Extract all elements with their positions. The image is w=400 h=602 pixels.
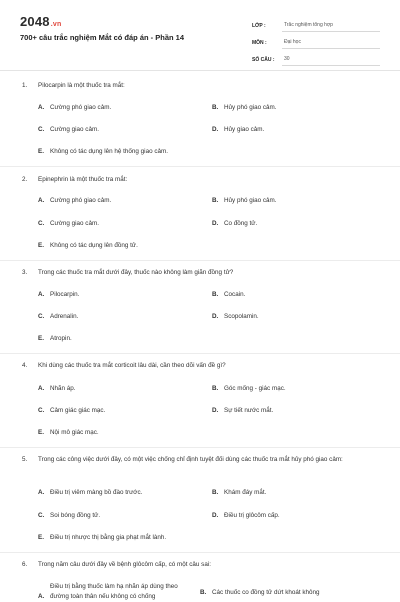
option-text: Không có tác dụng lên đồng tử. — [50, 242, 138, 249]
option-letter: D. — [212, 126, 219, 133]
option-letter: E. — [38, 335, 44, 342]
option-text: Pilocarpin. — [50, 291, 80, 298]
question-body: Trong năm câu dưới đây về bệnh glôcôm cấp, có một câu sai: — [38, 561, 211, 568]
option-text: Hủy phó giao cảm. — [224, 197, 277, 204]
option-text: Điều trị viêm màng bồ đào trước. — [50, 489, 143, 496]
option-letter: C. — [38, 220, 45, 227]
option-b[interactable] — [212, 290, 245, 300]
option-d[interactable] — [212, 219, 257, 229]
question-body: Trong các thuốc tra mắt dưới đây, thuốc nào không làm giãn đồng tử? — [38, 269, 234, 276]
option-text: Điều trị nhược thị bằng gia phạt mắt lành. — [50, 534, 167, 541]
option-text: Cường phó giao cảm. — [50, 104, 112, 111]
option-text: Atropin. — [50, 335, 72, 342]
option-d[interactable] — [212, 511, 280, 521]
option-text: Nội mô giác mạc. — [50, 429, 99, 436]
option-text: Cường giao cảm. — [50, 126, 99, 133]
option-text: Soi bóng đồng tử. — [50, 512, 101, 519]
meta-label: SỐ CÂU : — [252, 57, 275, 63]
option-b[interactable] — [200, 588, 370, 598]
option-letter: C. — [38, 407, 45, 414]
option-e[interactable] — [38, 241, 138, 251]
option-d[interactable] — [212, 406, 273, 416]
question-body: Khi dùng các thuốc tra mắt corticoit lâu dài, cần theo dõi vấn đề gì? — [38, 362, 226, 369]
question-divider — [0, 447, 400, 448]
option-letter: B. — [212, 291, 219, 298]
meta-row-subject — [252, 32, 380, 49]
option-text: Không có tác dụng lên hệ thống giao cảm. — [50, 148, 168, 155]
option-letter: D. — [212, 407, 219, 414]
option-a[interactable] — [38, 196, 111, 206]
option-b[interactable] — [212, 103, 277, 113]
option-letter: A. — [38, 197, 45, 204]
option-letter: D. — [212, 220, 219, 227]
option-text: Cường phó giao cảm. — [50, 197, 112, 204]
document-meta — [252, 15, 380, 66]
option-text: Cường giao cảm. — [50, 220, 99, 227]
option-text: Scopolamin. — [224, 313, 259, 320]
option-text: Góc mống - giác mạc. — [224, 385, 286, 392]
question-body: Epinephrin là một thuốc tra mắt: — [38, 176, 128, 183]
option-a[interactable] — [38, 488, 142, 498]
meta-label: LỚP : — [252, 23, 266, 29]
option-letter: D. — [212, 512, 219, 519]
question-number: 4. — [22, 362, 28, 369]
page-title: 700+ câu trắc nghiệm Mắt có đáp án - Phần 14 — [20, 33, 185, 42]
option-b[interactable] — [212, 488, 266, 498]
question-text — [22, 455, 380, 465]
option-c[interactable] — [38, 511, 100, 521]
option-d[interactable] — [212, 312, 259, 322]
option-letter: A. — [38, 291, 45, 298]
option-e[interactable] — [38, 334, 72, 344]
option-letter: A. — [38, 104, 45, 111]
option-text: Nhãn áp. — [50, 385, 76, 392]
question-number: 2. — [22, 176, 28, 183]
meta-value: Đại học — [282, 39, 380, 49]
option-c[interactable] — [38, 125, 99, 135]
option-letter: B. — [212, 385, 219, 392]
option-letter: B. — [212, 489, 219, 496]
option-letter: A. — [38, 385, 45, 392]
question-body: Pilocarpin là một thuốc tra mắt: — [38, 82, 125, 89]
option-text: Điều trị glôcôm cấp. — [224, 512, 280, 519]
header-divider — [0, 70, 400, 71]
option-text: Khám đáy mắt. — [224, 489, 267, 496]
question-number: 5. — [22, 456, 28, 463]
question-text — [22, 81, 380, 91]
option-b[interactable] — [212, 196, 277, 206]
option-letter: A. — [38, 489, 45, 496]
question-divider — [0, 552, 400, 553]
meta-label: MÔN : — [252, 40, 267, 46]
option-e[interactable] — [38, 147, 168, 157]
option-e[interactable] — [38, 533, 166, 543]
option-letter: E. — [38, 534, 44, 541]
option-letter: C. — [38, 126, 45, 133]
option-letter: E. — [38, 242, 44, 249]
question-number: 1. — [22, 82, 28, 89]
question-body: Trong các công việc dưới đây, có một việc chống chỉ định tuyệt đối dùng các thuốc tra mắt hủy phó giao cảm: — [38, 456, 343, 463]
option-text: Hủy phó giao cảm. — [224, 104, 277, 111]
question-text — [22, 560, 380, 570]
option-a[interactable] — [38, 582, 188, 602]
option-letter: B. — [212, 104, 219, 111]
meta-row-count — [252, 49, 380, 66]
option-c[interactable] — [38, 312, 78, 322]
meta-row-class — [252, 15, 380, 32]
option-a[interactable] — [38, 384, 76, 394]
option-a[interactable] — [38, 290, 79, 300]
option-text: Co đồng tử. — [224, 220, 258, 227]
option-text: Các thuốc co đồng tử dứt khoát không — [212, 589, 320, 596]
meta-value: 30 — [282, 56, 380, 66]
option-letter: E. — [38, 148, 44, 155]
option-c[interactable] — [38, 219, 99, 229]
option-letter: B. — [212, 197, 219, 204]
option-text: Cocain. — [224, 291, 246, 298]
question-text — [22, 175, 380, 185]
question-number: 3. — [22, 269, 28, 276]
option-letter: A. — [38, 593, 45, 600]
option-e[interactable] — [38, 428, 99, 438]
option-letter: C. — [38, 512, 45, 519]
option-c[interactable] — [38, 406, 105, 416]
option-text: Cảm giác giác mạc. — [50, 407, 106, 414]
logo-suffix: .vn — [50, 21, 62, 28]
question-text — [22, 361, 380, 371]
question-text — [22, 268, 380, 278]
question-divider — [0, 166, 400, 167]
option-b[interactable] — [212, 384, 286, 394]
question-divider — [0, 353, 400, 354]
option-text: Sự tiết nước mắt. — [224, 407, 274, 414]
option-d[interactable] — [212, 125, 264, 135]
option-letter: E. — [38, 429, 44, 436]
option-text: Adrenalin. — [50, 313, 79, 320]
meta-value: Trắc nghiệm tổng hợp — [282, 22, 380, 32]
option-letter: B. — [200, 589, 207, 596]
site-logo[interactable] — [20, 14, 61, 29]
question-number: 6. — [22, 561, 28, 568]
logo-text: 2048 — [20, 14, 50, 29]
document-header — [0, 0, 400, 72]
question-divider — [0, 260, 400, 261]
option-text: Hủy giao cảm. — [224, 126, 265, 133]
option-text: Điều trị bằng thuốc làm hạ nhãn áp dùng theo đường toàn thân nếu không có chống — [50, 583, 178, 600]
option-letter: C. — [38, 313, 45, 320]
option-letter: D. — [212, 313, 219, 320]
option-a[interactable] — [38, 103, 111, 113]
